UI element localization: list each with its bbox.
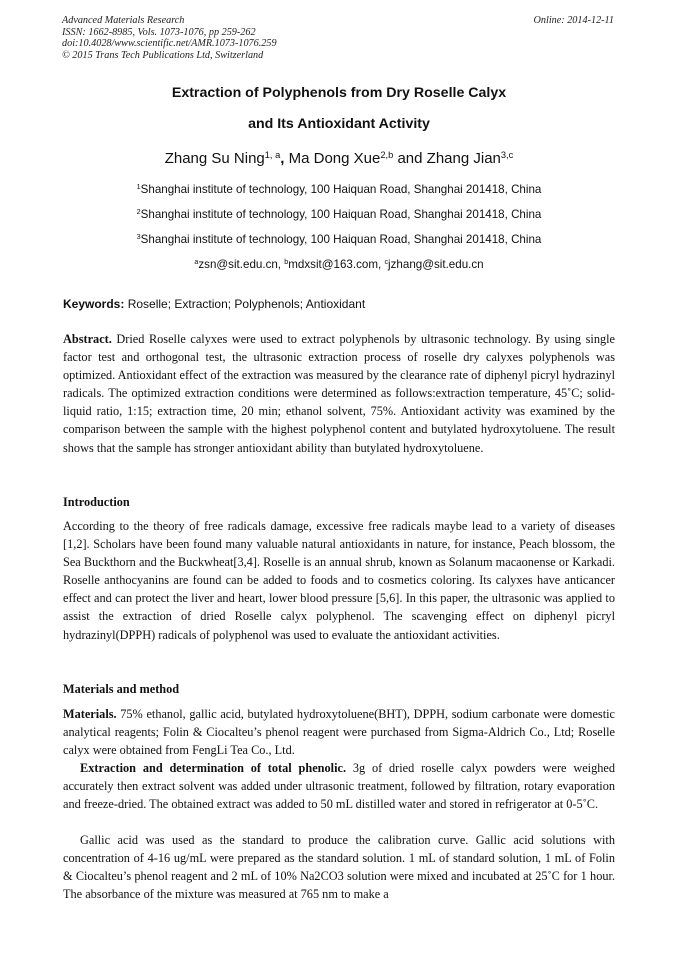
author-name: Ma Dong Xue [288,150,381,167]
abstract-text: Dried Roselle calyxes were used to extract polyphenols by ultrasonic technology. By using single factor test and orthogonal test, the ultrasonic extraction process of roselle dry calyxes polyphenols was optimized. Antioxidant effect of the extraction was measured by the clearance rate of diphenyl picryl hydrazinyl radicals. The optimized extraction conditions were determined as follows:extraction temperature, 45˚C; solid-liquid ratio, 1:15; extraction time, 20 min; ethanol solvent, 75%. Antioxidant activity was examined by the comparison between the sample with the highest polyphenol content and butylated hydroxytoluene. The result shows that the sample has stronger antioxidant ability than butylated hydroxytoluene. [63,332,615,455]
author-list [0,150,678,167]
author-sup: 3,c [500,149,514,160]
journal-name: Advanced Materials Research [62,15,185,26]
affiliation-text: Shanghai institute of technology, 100 Haiquan Road, Shanghai 201418, China [140,183,542,196]
gallic-acid-paragraph: Gallic acid was used as the standard to produce the calibration curve. Gallic acid solutions with concentration of 4-16 ug/mL were prepared as the standard solution. 1 mL of standard solution, 1 mL of Folin & Ciocalteu’s phenol reagent and 2 mL of 10% Na2CO3 solution were mixed and incubated at 25˚C for 1 hour. The absorbance of the mixture was measured at 765 nm to make a [63,833,615,902]
affiliation-sup: 2 [136,207,141,217]
email-sup: c [384,257,389,267]
email-sup: b [284,257,289,267]
journal-meta [62,15,277,61]
keywords-label: Keywords: [63,297,125,311]
affiliation-2 [0,208,678,221]
affiliation-1 [0,183,678,196]
journal-copyright: © 2015 Trans Tech Publications Ltd, Switzerland [62,49,264,61]
keywords-text: Roselle; Extraction; Polyphenols; Antioxidant [124,297,366,311]
materials-paragraph [63,705,615,759]
author-name: Zhang Jian [426,150,501,167]
author-separator: and [393,150,427,167]
affiliation-sup: 1 [136,182,141,192]
introduction-paragraph: According to the theory of free radicals damage, excessive free radicals maybe lead to a variety of diseases [1,2]. Scholars have been found many valuable natural antioxidants in nature, for instance, Peach blossom, the Sea Buckthorn and the Buckwheat[3,4]. Roselle is an annual shrub, known as Solanum macaonense or Karkadi. Roselle anthocyanins are found can be added to foods and to cosmetics coloring. Its calyxes have anticancer effect and can protect the liver and heart, lower blood pressure [5,6]. In this paper, the ultrasonic was applied to assist the extraction of dried Roselle calyx polyphenol. The scavenging effect on diphenyl picryl hydrazinyl(DPPH) radicals of polyphenol was used to evaluate the antioxidant activities. [63,519,615,642]
journal-issn: ISSN: 1662-8985, Vols. 1073-1076, pp 259-262 [62,26,256,38]
paper-title-line-2: and Its Antioxidant Activity [248,116,430,132]
keywords [63,297,365,311]
materials-text: 75% ethanol, gallic acid, butylated hydroxytoluene(BHT), DPPH, sodium carbonate were domestic analytical reagents; Folin & Ciocalteu’s phenol reagent were purchased from Sigma-Aldrich Co., Ltd; Roselle calyx were obtained from FengLi Tea Co., Ltd. [63,707,615,758]
online-date: Online: 2014-12-11 [533,15,614,26]
author-sup: 2,b [380,149,394,160]
abstract-paragraph [63,330,615,457]
abstract-label: Abstract. [63,332,112,346]
affiliation-text: Shanghai institute of technology, 100 Haiquan Road, Shanghai 201418, China [140,208,542,221]
extraction-text: 3g of dried roselle calyx powders were weighed accurately then extract solvent was added under ultrasonic treatment, followed by filtration, rotary evaporation and freeze-dried. The obtained extract was added to 50 mL distilled water and stored in refrigerator at 0-5˚C. [63,761,615,812]
email-sup: a [194,257,199,267]
email-address[interactable]: jzhang@sit.edu.cn [388,258,484,271]
methods-heading: Materials and method [63,682,180,696]
extraction-paragraph [63,759,615,813]
author-name: Zhang Su Ning [164,150,265,167]
email-line [0,258,678,271]
materials-label: Materials. [63,707,117,721]
introduction-heading: Introduction [63,495,130,509]
affiliation-sup: 3 [136,232,141,242]
affiliation-3 [0,233,678,246]
affiliation-text: Shanghai institute of technology, 100 Haiquan Road, Shanghai 201418, China [140,233,542,246]
paper-title-line-1: Extraction of Polyphenols from Dry Roselle Calyx [171,85,507,101]
author-separator: , [280,150,289,167]
author-sup: 1, a [264,149,281,160]
journal-doi: doi:10.4028/www.scientific.net/AMR.1073-1076.259 [62,38,277,50]
email-address[interactable]: mdxsit@163.com, [288,258,385,271]
extraction-label: Extraction and determination of total phenolic. [80,761,347,775]
email-address[interactable]: zsn@sit.edu.cn, [198,258,285,271]
